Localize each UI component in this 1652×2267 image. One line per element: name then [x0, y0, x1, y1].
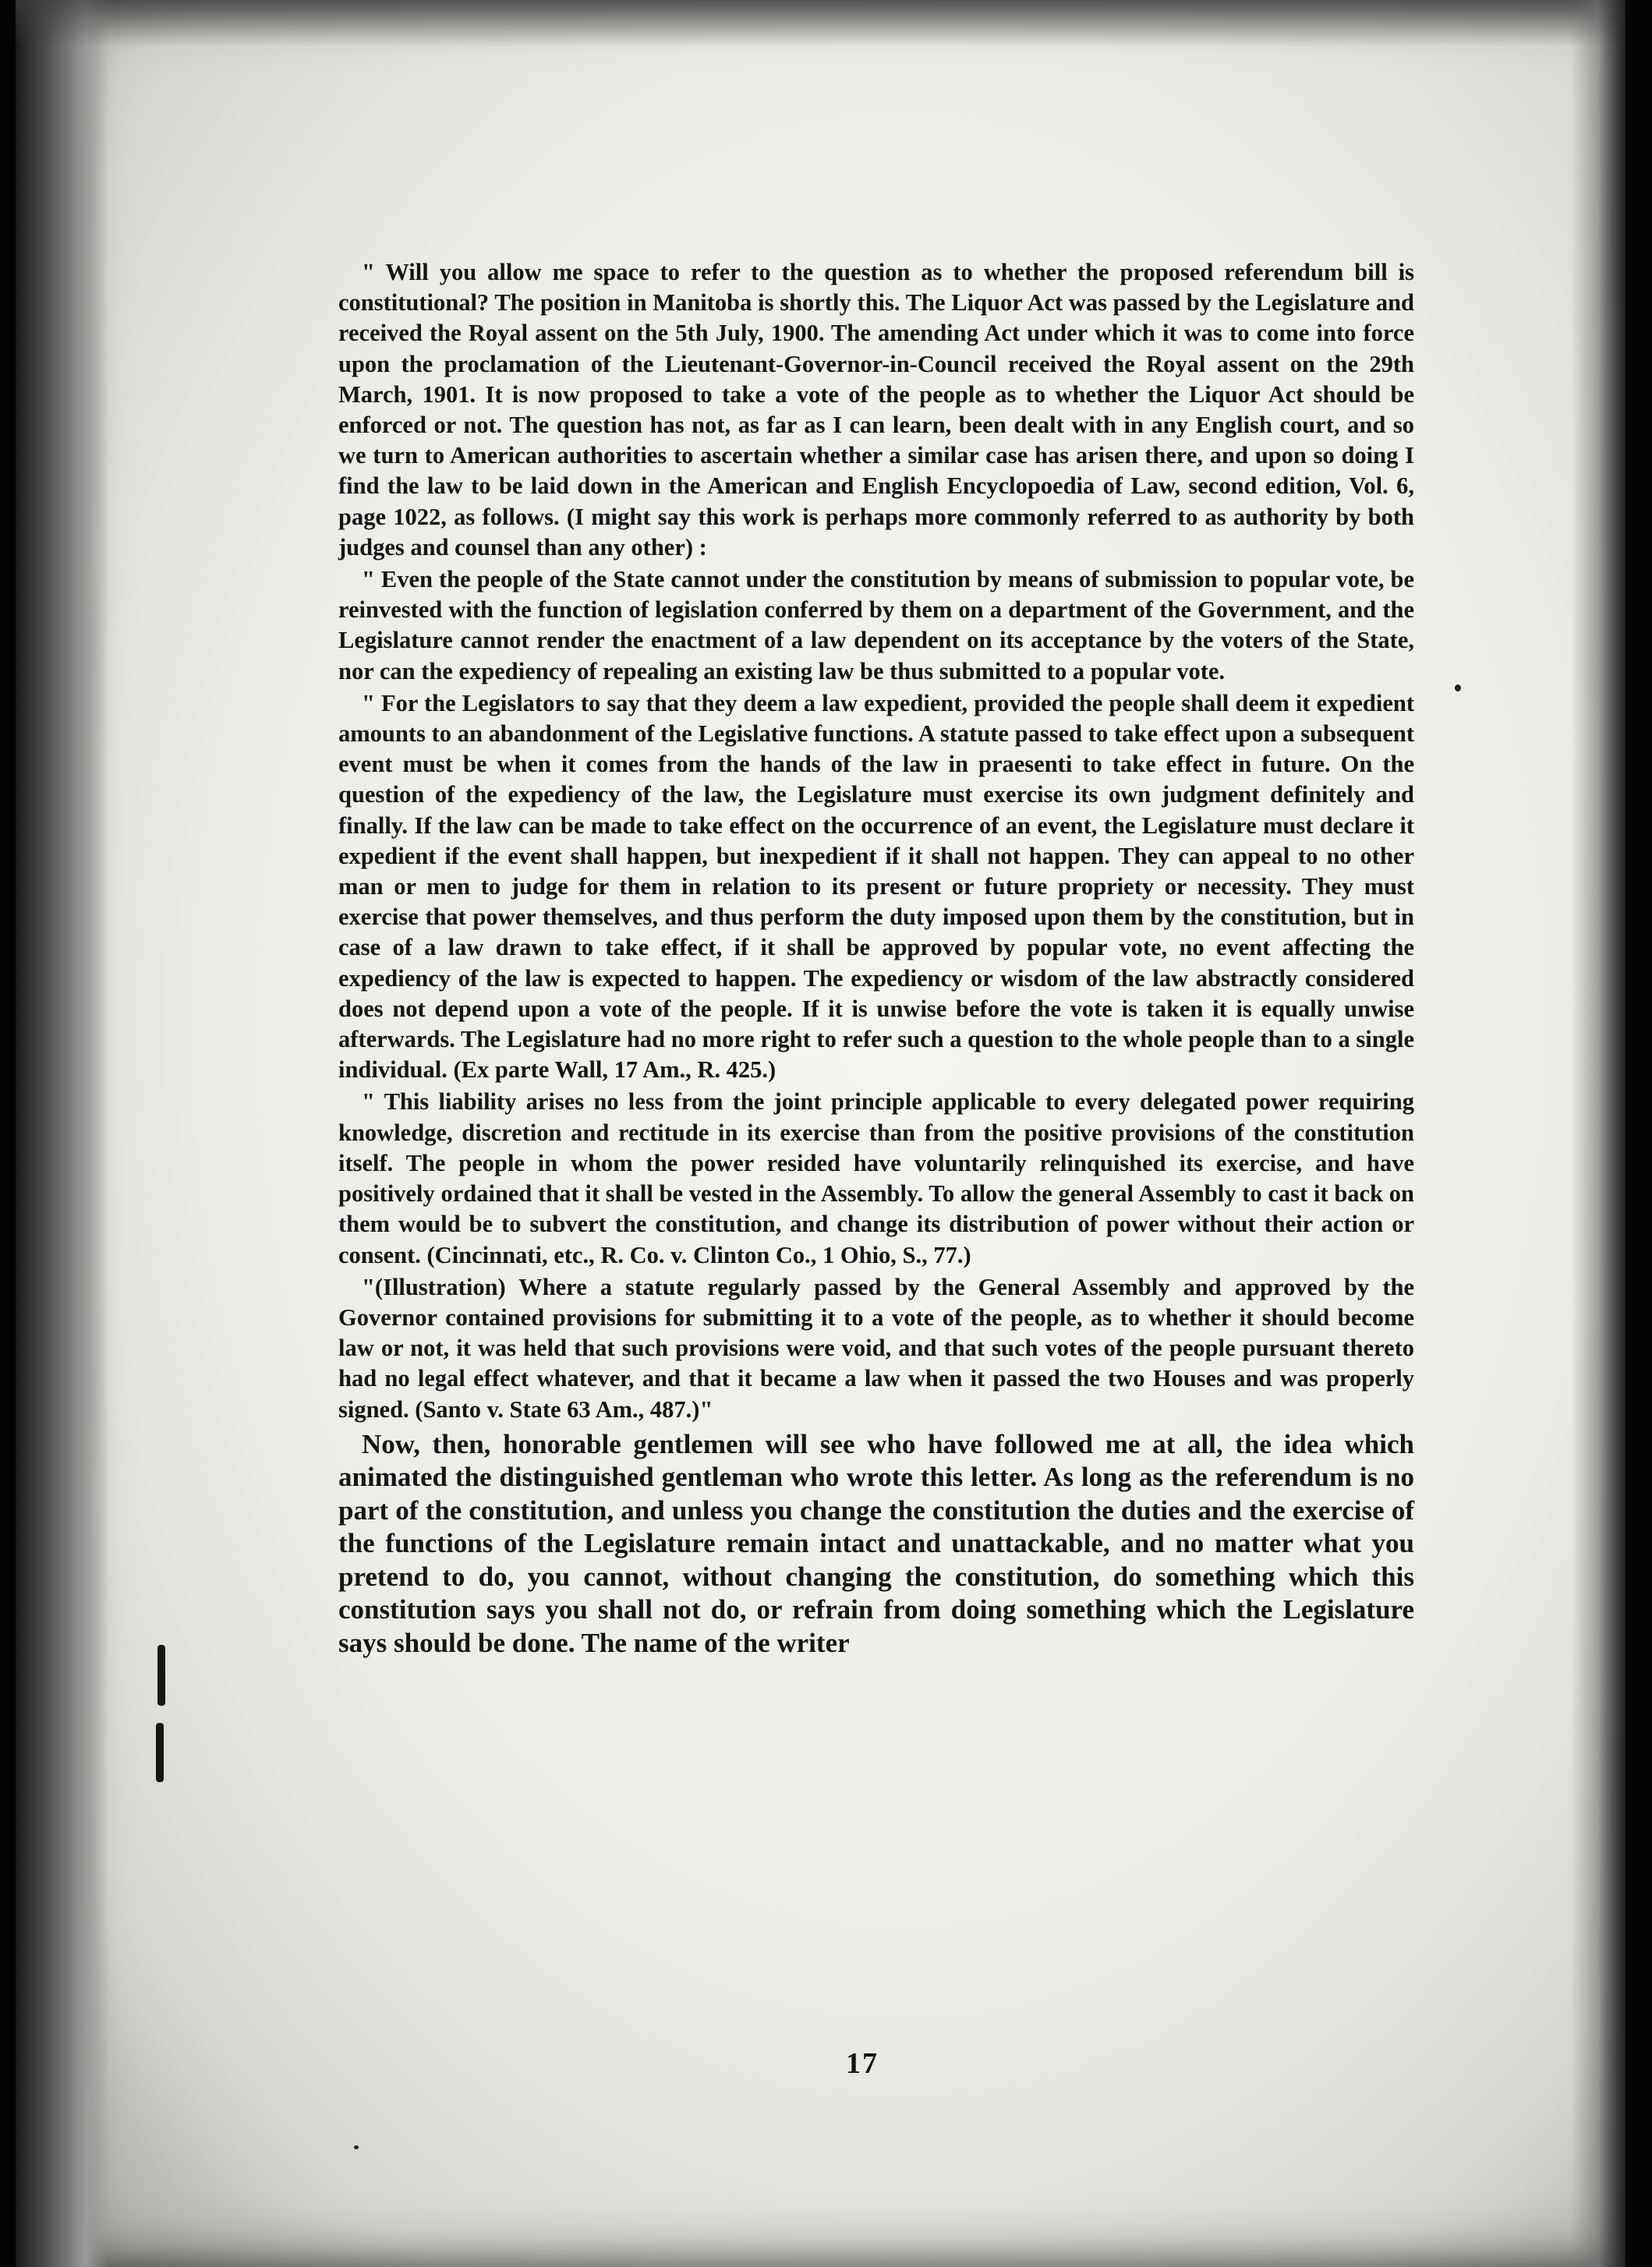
- margin-mark-upper: [157, 1645, 165, 1706]
- quote-paragraph: " Even the people of the State cannot under the constitution by means of submission to popular vote, be reinvested with the function of legislation conferred by them on a department of the Government, and the Legislature cannot render the enactment of a law dependent on its acceptance by the voters of the State, nor can the expediency of repealing an existing law be thus submitted to a popular vote.: [338, 566, 1414, 684]
- top-shadow: [16, 0, 1625, 47]
- speck-bottom: [354, 2145, 359, 2149]
- body-paragraph: Now, then, honorable gentlemen will see who have followed me at all, the idea which animated the distinguished gentleman who wrote this letter. As long as the referendum is no part of the constitution, and unless you change the constitution the duties and the exercise of the functions of the Legislature remain intact and unattackable, and no matter what you pretend to do, you cannot, without changing the constitution, do something which this constitution says you shall not do, or refrain from doing something which the Legislature says should be done. The name of the writer: [338, 1428, 1414, 1658]
- quoted-letter: [338, 257, 1414, 1425]
- page-text: [338, 257, 1414, 1660]
- quote-paragraph: "(Illustration) Where a statute regularly passed by the General Assembly and approved by the Governor contained provisions for submitting it to a vote of the people, as to whether it should become law or not, it was held that such provisions were void, and that such votes of the people pursuant thereto had no legal effect whatever, and that it became a law when it passed the two Houses and was properly signed. (Santo v. State 63 Am., 487.)": [338, 1273, 1414, 1423]
- letter-paragraph: " Will you allow me space to refer to the question as to whether the proposed referendum bill is constitutional? The position in Manitoba is shortly this. The Liquor Act was passed by the Legislature and received the Royal assent on the 5th July, 1900. The amending Act under which it was to come into force upon the proclamation of the Lieutenant-Governor-in-Council received the Royal assent on the 29th March, 1901. It is now proposed to take a vote of the people as to whether the Liquor Act should be enforced or not. The question has not, as far as I can learn, been dealt with in any English court, and so we turn to American authorities to ascertain whether a similar case has arisen there, and upon so doing I find the law to be laid down in the American and English Encyclopoedia of Law, second edition, Vol. 6, page 1022, as follows. (I might say this work is perhaps more commonly referred to as authority by both judges and counsel than any other) :: [338, 259, 1414, 561]
- quote-paragraph: " For the Legislators to say that they deem a law expedient, provided the people shall deem it expedient amounts to an abandonment of the Legislative functions. A statute passed to take effect upon a subsequent event must be when it comes from the hands of the law in praesenti to take effect in future. On the question of the expediency of the law, the Legislature must exercise its own judgment definitely and finally. If the law can be made to take effect on the occurrence of an event, the Legislature must declare it expedient if the event shall happen, but inexpedient if it shall not happen. They can appeal to no other man or men to judge for them in relation to its present or future propriety or necessity. They must exercise that power themselves, and thus perform the duty imposed upon them by the constitution, but in case of a law drawn to take effect, if it shall be approved by popular vote, no event affecting the expediency of the law is expected to happen. The expediency or wisdom of the law abstractly considered does not depend upon a vote of the people. If it is unwise before the vote is taken it is equally unwise afterwards. The Legislature had no more right to refer such a question to the whole people than to a single individual. (Ex parte Wall, 17 Am., R. 425.): [338, 689, 1414, 1084]
- margin-dot-right: [1455, 684, 1461, 691]
- right-shadow: [1571, 0, 1625, 2267]
- quote-paragraph: " This liability arises no less from the joint principle applicable to every delegated power requiring knowledge, discretion and rectitude in its exercise than from the positive provisions of the constitution itself. The people in whom the power resided have voluntarily relinquished its exercise, and have positively ordained that it shall be vested in the Assembly. To allow the general Assembly to cast it back on them would be to subvert the constitution, and change its distribution of power without their action or consent. (Cincinnati, etc., R. Co. v. Clinton Co., 1 Ohio, S., 77.): [338, 1088, 1414, 1268]
- margin-mark-lower: [156, 1723, 164, 1782]
- binding-shadow: [16, 0, 109, 2267]
- page-number: 17: [846, 2047, 879, 2080]
